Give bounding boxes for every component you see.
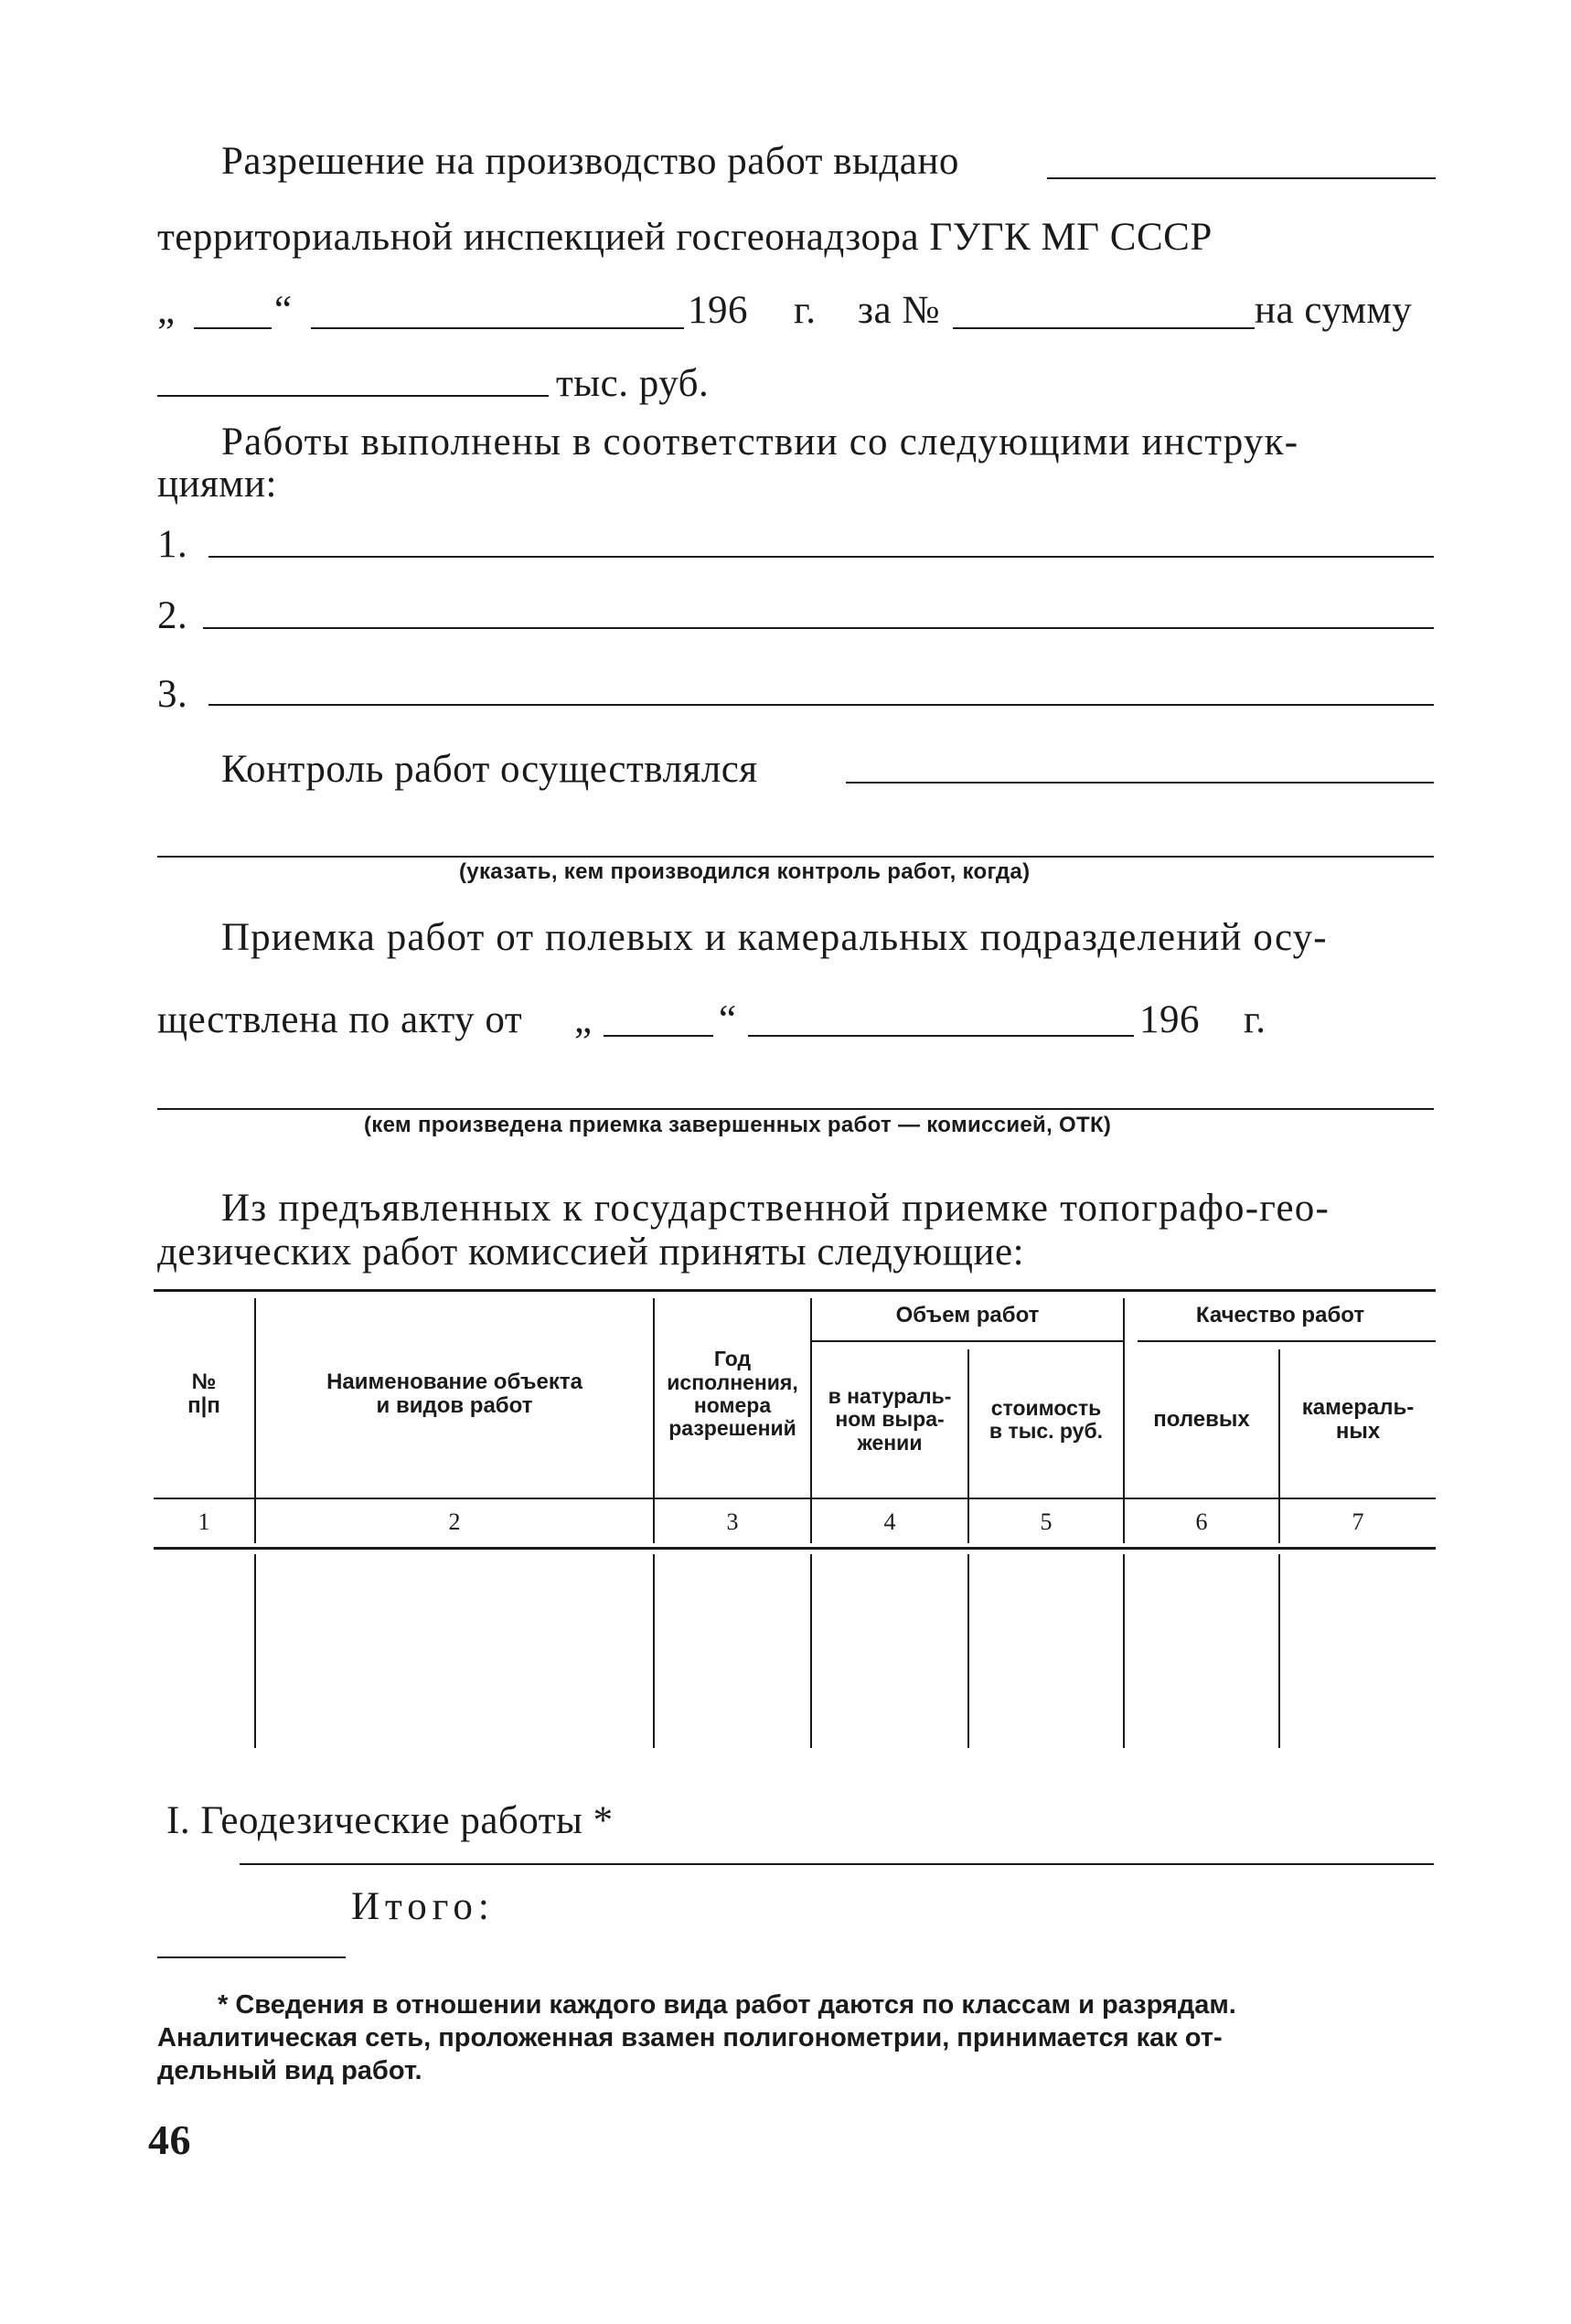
col-divider: [254, 1554, 256, 1748]
acceptance-year: 196: [1139, 998, 1200, 1041]
acceptance-close-quote: “: [719, 998, 737, 1041]
instruction-item-number: 2.: [157, 594, 188, 637]
control-caption: (указать, кем производился контроль работ, когда): [459, 859, 1031, 884]
header-quality-group: Качество работ: [1195, 1302, 1365, 1327]
column-number: 6: [1195, 1508, 1208, 1535]
date-day-blank: [194, 327, 272, 329]
column-number: 1: [198, 1508, 210, 1535]
geodetic-works-rule: [240, 1863, 1434, 1865]
permit-issued-blank: [1047, 177, 1436, 179]
acceptance-year-suffix: г.: [1244, 998, 1266, 1041]
col-divider: [967, 1554, 969, 1748]
column-number: 2: [448, 1508, 461, 1535]
header-volume-natural: в натураль- ном выра- жении: [828, 1384, 952, 1455]
header-year-permits: Год исполнения, номера разрешений: [667, 1347, 798, 1441]
number-label: за №: [858, 289, 940, 332]
column-number: 5: [1040, 1508, 1053, 1535]
permit-number-blank: [953, 327, 1255, 329]
total-label: Итого:: [351, 1885, 495, 1928]
permit-issued-label: Разрешение на производство работ выдано: [221, 140, 959, 183]
instructions-intro-line1: Работы выполнены в соответствии со следующими инструк-: [221, 421, 1299, 464]
footnote-line1: * Сведения в отношении каждого вида работ даются по классам и разрядам.: [218, 1990, 1236, 2020]
quality-group-rule: [1138, 1340, 1436, 1342]
table-header-rule: [154, 1498, 1436, 1499]
footnote-rule: [157, 1956, 346, 1958]
instruction-item-blank: [208, 556, 1434, 558]
inspection-line: территориальной инспекцией госгеонадзора ГУГК МГ СССР: [157, 216, 1213, 259]
header-object-name: Наименование объекта и видов работ: [326, 1369, 582, 1418]
acceptance-month-blank: [748, 1035, 1134, 1037]
col-divider: [653, 1554, 655, 1748]
thousand-rub-label: тыс. руб.: [556, 362, 710, 405]
header-volume-cost: стоимость в тыс. руб.: [989, 1395, 1104, 1443]
acceptance-line2: ществлена по акту от: [157, 998, 523, 1041]
volume-group-rule: [812, 1340, 1123, 1342]
column-number: 4: [883, 1508, 896, 1535]
footnote-line3: дельный вид работ.: [157, 2056, 422, 2085]
column-number: 7: [1352, 1508, 1364, 1535]
presented-line1: Из предъявленных к государственной приемке топографо-гео-: [221, 1187, 1330, 1230]
footnote-line2: Аналитическая сеть, проложенная взамен полигонометрии, принимается как от-: [157, 2023, 1223, 2052]
col-divider: [1123, 1554, 1125, 1748]
control-label: Контроль работ осуществлялся: [221, 748, 758, 791]
instruction-item-number: 1.: [157, 523, 188, 566]
header-quality-office: камераль- ных: [1301, 1394, 1415, 1444]
geodetic-works-label: I. Геодезические работы *: [166, 1799, 614, 1842]
control-blank: [846, 782, 1434, 784]
column-number: 3: [726, 1508, 739, 1535]
sum-label: на сумму: [1255, 289, 1413, 332]
year-suffix: г.: [794, 289, 817, 332]
table-numbers-rule: [154, 1547, 1436, 1550]
acceptance-open-quote: „: [574, 998, 593, 1041]
col-divider: [1278, 1554, 1280, 1748]
sum-blank: [157, 395, 549, 397]
page-number: 46: [148, 2116, 191, 2163]
presented-line2: дезических работ комиссией приняты следующие:: [157, 1231, 1025, 1274]
acceptance-blank-line: [157, 1108, 1434, 1110]
instruction-item-blank: [203, 627, 1434, 629]
date-month-blank: [311, 327, 684, 329]
date-open-quote: „: [157, 289, 176, 332]
header-volume-group: Объем работ: [895, 1302, 1040, 1327]
header-no: № п|п: [187, 1369, 220, 1418]
control-blank-line: [157, 856, 1434, 858]
date-close-quote: “: [274, 289, 293, 332]
header-quality-field: полевых: [1153, 1406, 1250, 1432]
acceptance-day-blank: [604, 1035, 713, 1037]
acceptance-caption: (кем произведена приемка завершенных работ — комиссией, ОТК): [364, 1113, 1112, 1137]
table-top-rule: [154, 1289, 1436, 1292]
year-text: 196: [688, 289, 748, 332]
col-divider: [810, 1554, 812, 1748]
instruction-item-number: 3.: [157, 673, 188, 716]
instruction-item-blank: [208, 704, 1434, 706]
acceptance-line1: Приемка работ от полевых и камеральных подразделений осу-: [221, 916, 1328, 959]
instructions-intro-line2: циями:: [157, 463, 277, 506]
